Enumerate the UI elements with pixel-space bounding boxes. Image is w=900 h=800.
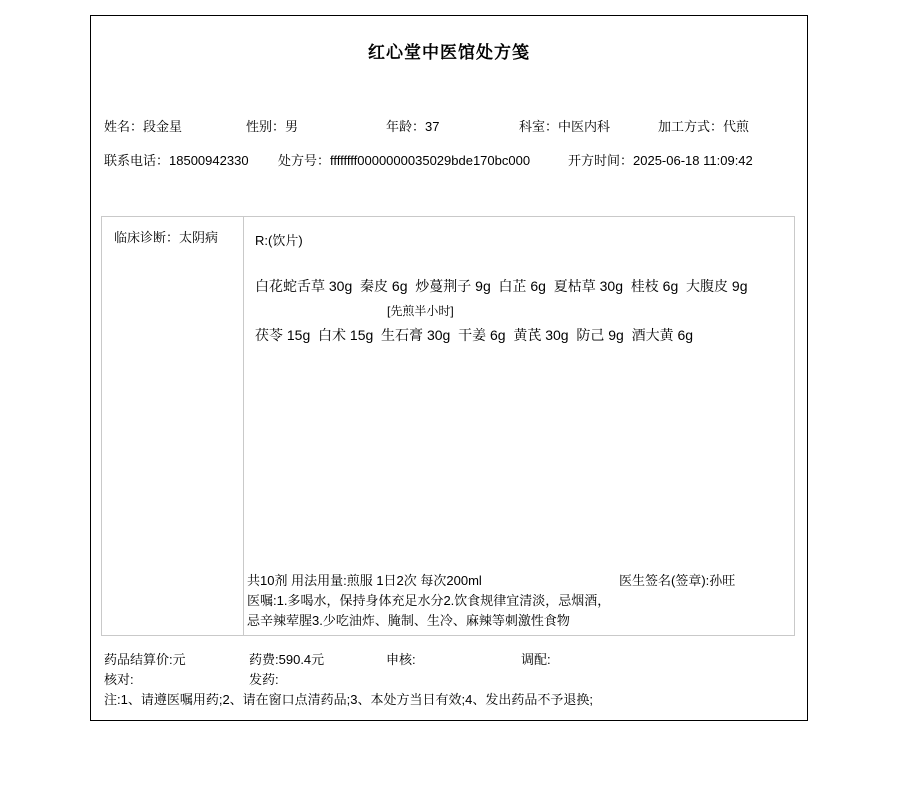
- doctor-advice-line1: 医嘱:1.多喝水，保持身体充足水分2.饮食规律宜清淡，忌烟酒，: [247, 593, 611, 608]
- patient-department-value: 中医内科: [558, 119, 611, 134]
- doctor-sign-field: [619, 570, 735, 589]
- settlement-price-field: [104, 649, 186, 668]
- usage-value: 煎服 1日2次 每次200ml: [346, 573, 482, 588]
- fee-label: 药费:: [249, 652, 279, 667]
- rx-time-value: 2025-06-18 11:09:42: [633, 153, 753, 168]
- prescription-box: [101, 216, 795, 636]
- patient-name-value: 段金星: [143, 119, 183, 134]
- patient-gender-field: [246, 116, 298, 135]
- rx-time-field: [568, 150, 753, 169]
- processing-method-field: [658, 116, 749, 135]
- doctor-sign-value: 孙旺: [709, 573, 736, 588]
- phone-label: 联系电话：: [104, 153, 170, 168]
- review-label: 申核:: [386, 652, 416, 667]
- doctor-advice-line2: 忌辛辣荤腥3.少吃油炸、腌制、生冷、麻辣等刺激性食物: [247, 613, 570, 628]
- footer-note: 注:1、请遵医嘱用药;2、请在窗口点清药品;3、本处方当日有效;4、发出药品不予退换;: [104, 692, 593, 707]
- check-label: 核对:: [104, 672, 134, 687]
- diagnosis-field: [114, 227, 218, 246]
- rx-header: R:(饮片): [255, 233, 303, 248]
- prepare-field: [521, 649, 551, 668]
- phone-field: [104, 150, 249, 169]
- patient-department-field: [519, 116, 610, 135]
- dispense-label: 发药:: [249, 672, 279, 687]
- diagnosis-value: 太阴病: [179, 230, 219, 245]
- patient-department-label: 科室：: [519, 119, 559, 134]
- prescription-sheet: [90, 15, 808, 721]
- patient-name-field: [104, 116, 182, 135]
- phone-value: 18500942330: [169, 153, 249, 168]
- patient-age-value: 37: [425, 119, 440, 134]
- prepare-label: 调配:: [521, 652, 551, 667]
- page-title: 红心堂中医馆处方笺: [368, 43, 530, 62]
- patient-age-label: 年龄：: [386, 119, 426, 134]
- rx-time-label: 开方时间：: [568, 153, 634, 168]
- usage-field: [247, 570, 482, 589]
- diagnosis-label: 临床诊断：: [114, 230, 180, 245]
- diagnosis-cell: [102, 217, 244, 635]
- check-field: [104, 669, 134, 688]
- patient-name-label: 姓名：: [104, 119, 144, 134]
- processing-method-label: 加工方式：: [658, 119, 724, 134]
- doctor-sign-label: 医生签名(签章):: [619, 573, 710, 588]
- patient-gender-value: 男: [285, 119, 299, 134]
- review-field: [386, 649, 416, 668]
- settlement-price-value: 元: [172, 652, 186, 667]
- patient-gender-label: 性别：: [246, 119, 286, 134]
- processing-method-value: 代煎: [723, 119, 750, 134]
- rx-number-label: 处方号：: [278, 153, 331, 168]
- herb-line-2: 茯苓 15g 白术 15g 生石膏 30g 干姜 6g 黄芪 30g 防己 9g 酒大黄 6g: [255, 327, 694, 343]
- rx-number-field: [278, 150, 530, 169]
- dose-count: 共10剂: [247, 573, 288, 588]
- settlement-price-label: 药品结算价:: [104, 652, 173, 667]
- decoction-note: [先煎半小时]: [387, 304, 454, 318]
- rx-number-value: ffffffff0000000035029bde170bc000: [330, 153, 531, 168]
- usage-label: 用法用量:: [291, 573, 347, 588]
- fee-value: 590.4元: [278, 652, 325, 667]
- patient-age-field: [386, 116, 439, 135]
- dispense-field: [249, 669, 279, 688]
- fee-field: [249, 649, 324, 668]
- herb-line-1: 白花蛇舌草 30g 秦皮 6g 炒蔓荆子 9g 白芷 6g 夏枯草 30g 桂枝 6g 大腹皮 9g: [255, 278, 748, 294]
